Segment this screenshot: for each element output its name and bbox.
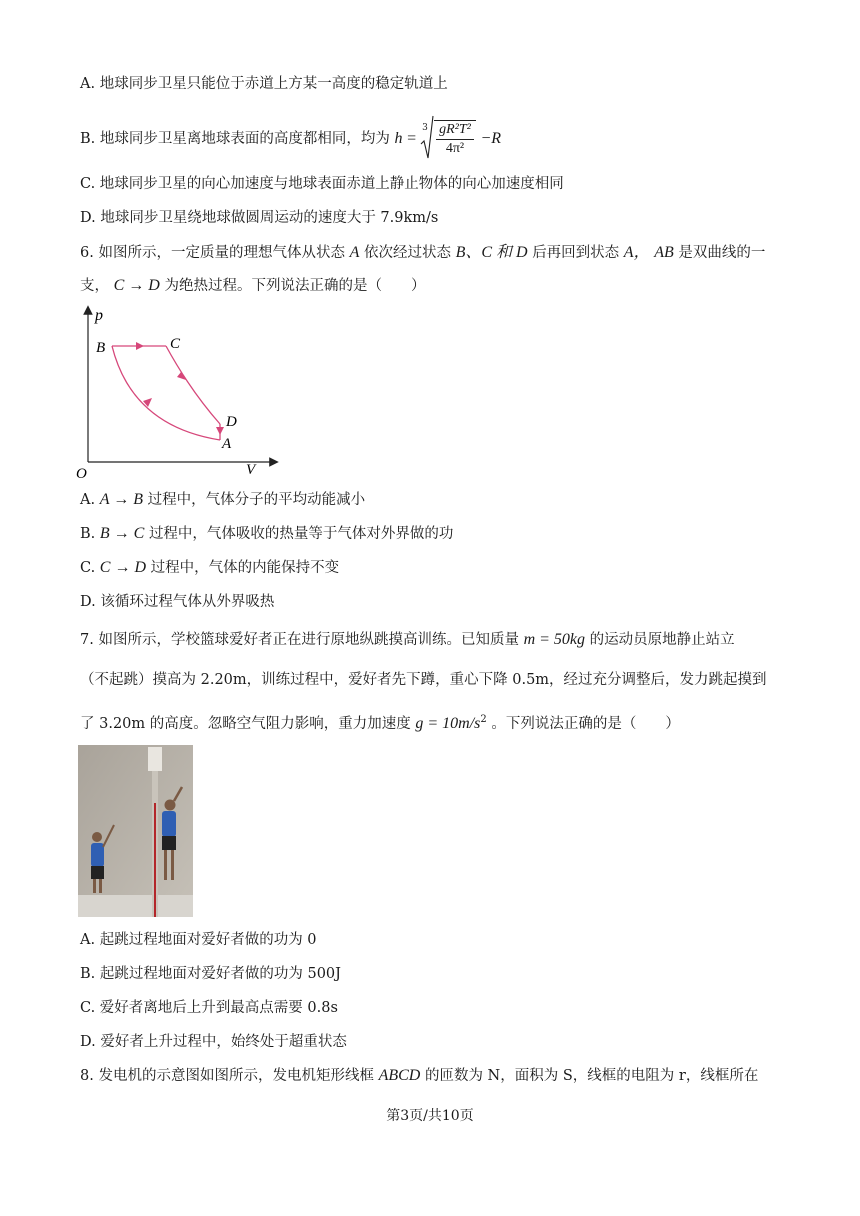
pv-diagram [74, 302, 284, 480]
q6-option-d: D. 该循环过程气体从外界吸热 [80, 594, 275, 610]
q7-stem-line2: （不起跳）摸高为 2.20m，训练过程中，爱好者先下蹲，重心下降 0.5m，经过充分调整后，发力跳起摸到 [80, 672, 767, 688]
q6-option-b: B. B → C 过程中，气体吸收的热量等于气体对外界做的功 [80, 525, 454, 542]
q6-stem-line1: 6. 如图所示，一定质量的理想气体从状态 A 依次经过状态 B、C 和 D 后再回到状态 A， AB 是双曲线的一 [80, 244, 766, 261]
q6-stem-line2: 支， C → D 为绝热过程。下列说法正确的是（ ） [80, 277, 426, 294]
state-label-b: B [96, 340, 106, 356]
process-c-to-d [166, 346, 220, 424]
page-footer: 第3页/共10页 [386, 1108, 474, 1124]
state-label-a: A [222, 436, 232, 452]
q5-option-a: A. 地球同步卫星只能位于赤道上方某一高度的稳定轨道上 [80, 76, 448, 92]
q5-numerator: gR²T² [436, 121, 474, 140]
q5-denominator: 4π² [445, 141, 465, 156]
q7-option-a: A. 起跳过程地面对爱好者做的功为 0 [80, 932, 317, 948]
axis-label-p: p [95, 307, 103, 324]
q5-cube-root [420, 120, 476, 158]
q7-stem-line1: 7. 如图所示，学校篮球爱好者正在进行原地纵跳摸高训练。已知质量 m = 50kg 的运动员原地静止站立 [80, 631, 735, 648]
state-label-c: C [170, 336, 181, 352]
q6-option-a: A. A → B 过程中，气体分子的平均动能减小 [80, 491, 366, 508]
q7-option-d: D. 爱好者上升过程中，始终处于超重状态 [80, 1034, 347, 1050]
arrow-icon [177, 372, 186, 380]
q7-stem-line3: 了 3.20m 的高度。忽略空气阻力影响，重力加速度 $g = 10m/s^2$ 。下列说法正确的是（ ） [80, 714, 680, 732]
q7-option-c: C. 爱好者离地后上升到最高点需要 0.8s [80, 1000, 338, 1016]
origin-label: O [76, 466, 87, 480]
state-label-d: D [226, 414, 237, 430]
process-a-to-b [112, 346, 220, 440]
q5-option-b: B. 地球同步卫星离地球表面的高度都相同，均为 h = 3 $\frac{\text{gR²T²}}{\text{4π²}}$ −R [80, 120, 501, 158]
radical-sign-icon [420, 114, 434, 160]
jump-training-photo [78, 745, 193, 917]
q5-root-index: 3 [422, 123, 428, 133]
q7-option-b: B. 起跳过程地面对爱好者做的功为 500J [80, 966, 341, 982]
q6-option-c: C. C → D 过程中，气体的内能保持不变 [80, 559, 340, 576]
q5-option-d: D. 地球同步卫星绕地球做圆周运动的速度大于 7.9km/s [80, 210, 439, 226]
q5-option-b-text: B. 地球同步卫星离地球表面的高度都相同，均为 [80, 131, 390, 147]
arrow-icon [216, 427, 224, 435]
q5-formula-lhs: h [394, 130, 403, 147]
axis-label-v: V [246, 462, 256, 478]
q8-stem: 8. 发电机的示意图如图所示，发电机矩形线框 ABCD 的匝数为 N，面积为 S，线框的电阻为 r，线框所在 [80, 1067, 759, 1084]
cycle-curves [112, 346, 220, 440]
arrow-icon [136, 342, 144, 350]
q5-option-c: C. 地球同步卫星的向心加速度与地球表面赤道上静止物体的向心加速度相同 [80, 176, 564, 192]
q5-formula-tail: −R [480, 130, 502, 147]
direction-arrows [136, 342, 224, 435]
